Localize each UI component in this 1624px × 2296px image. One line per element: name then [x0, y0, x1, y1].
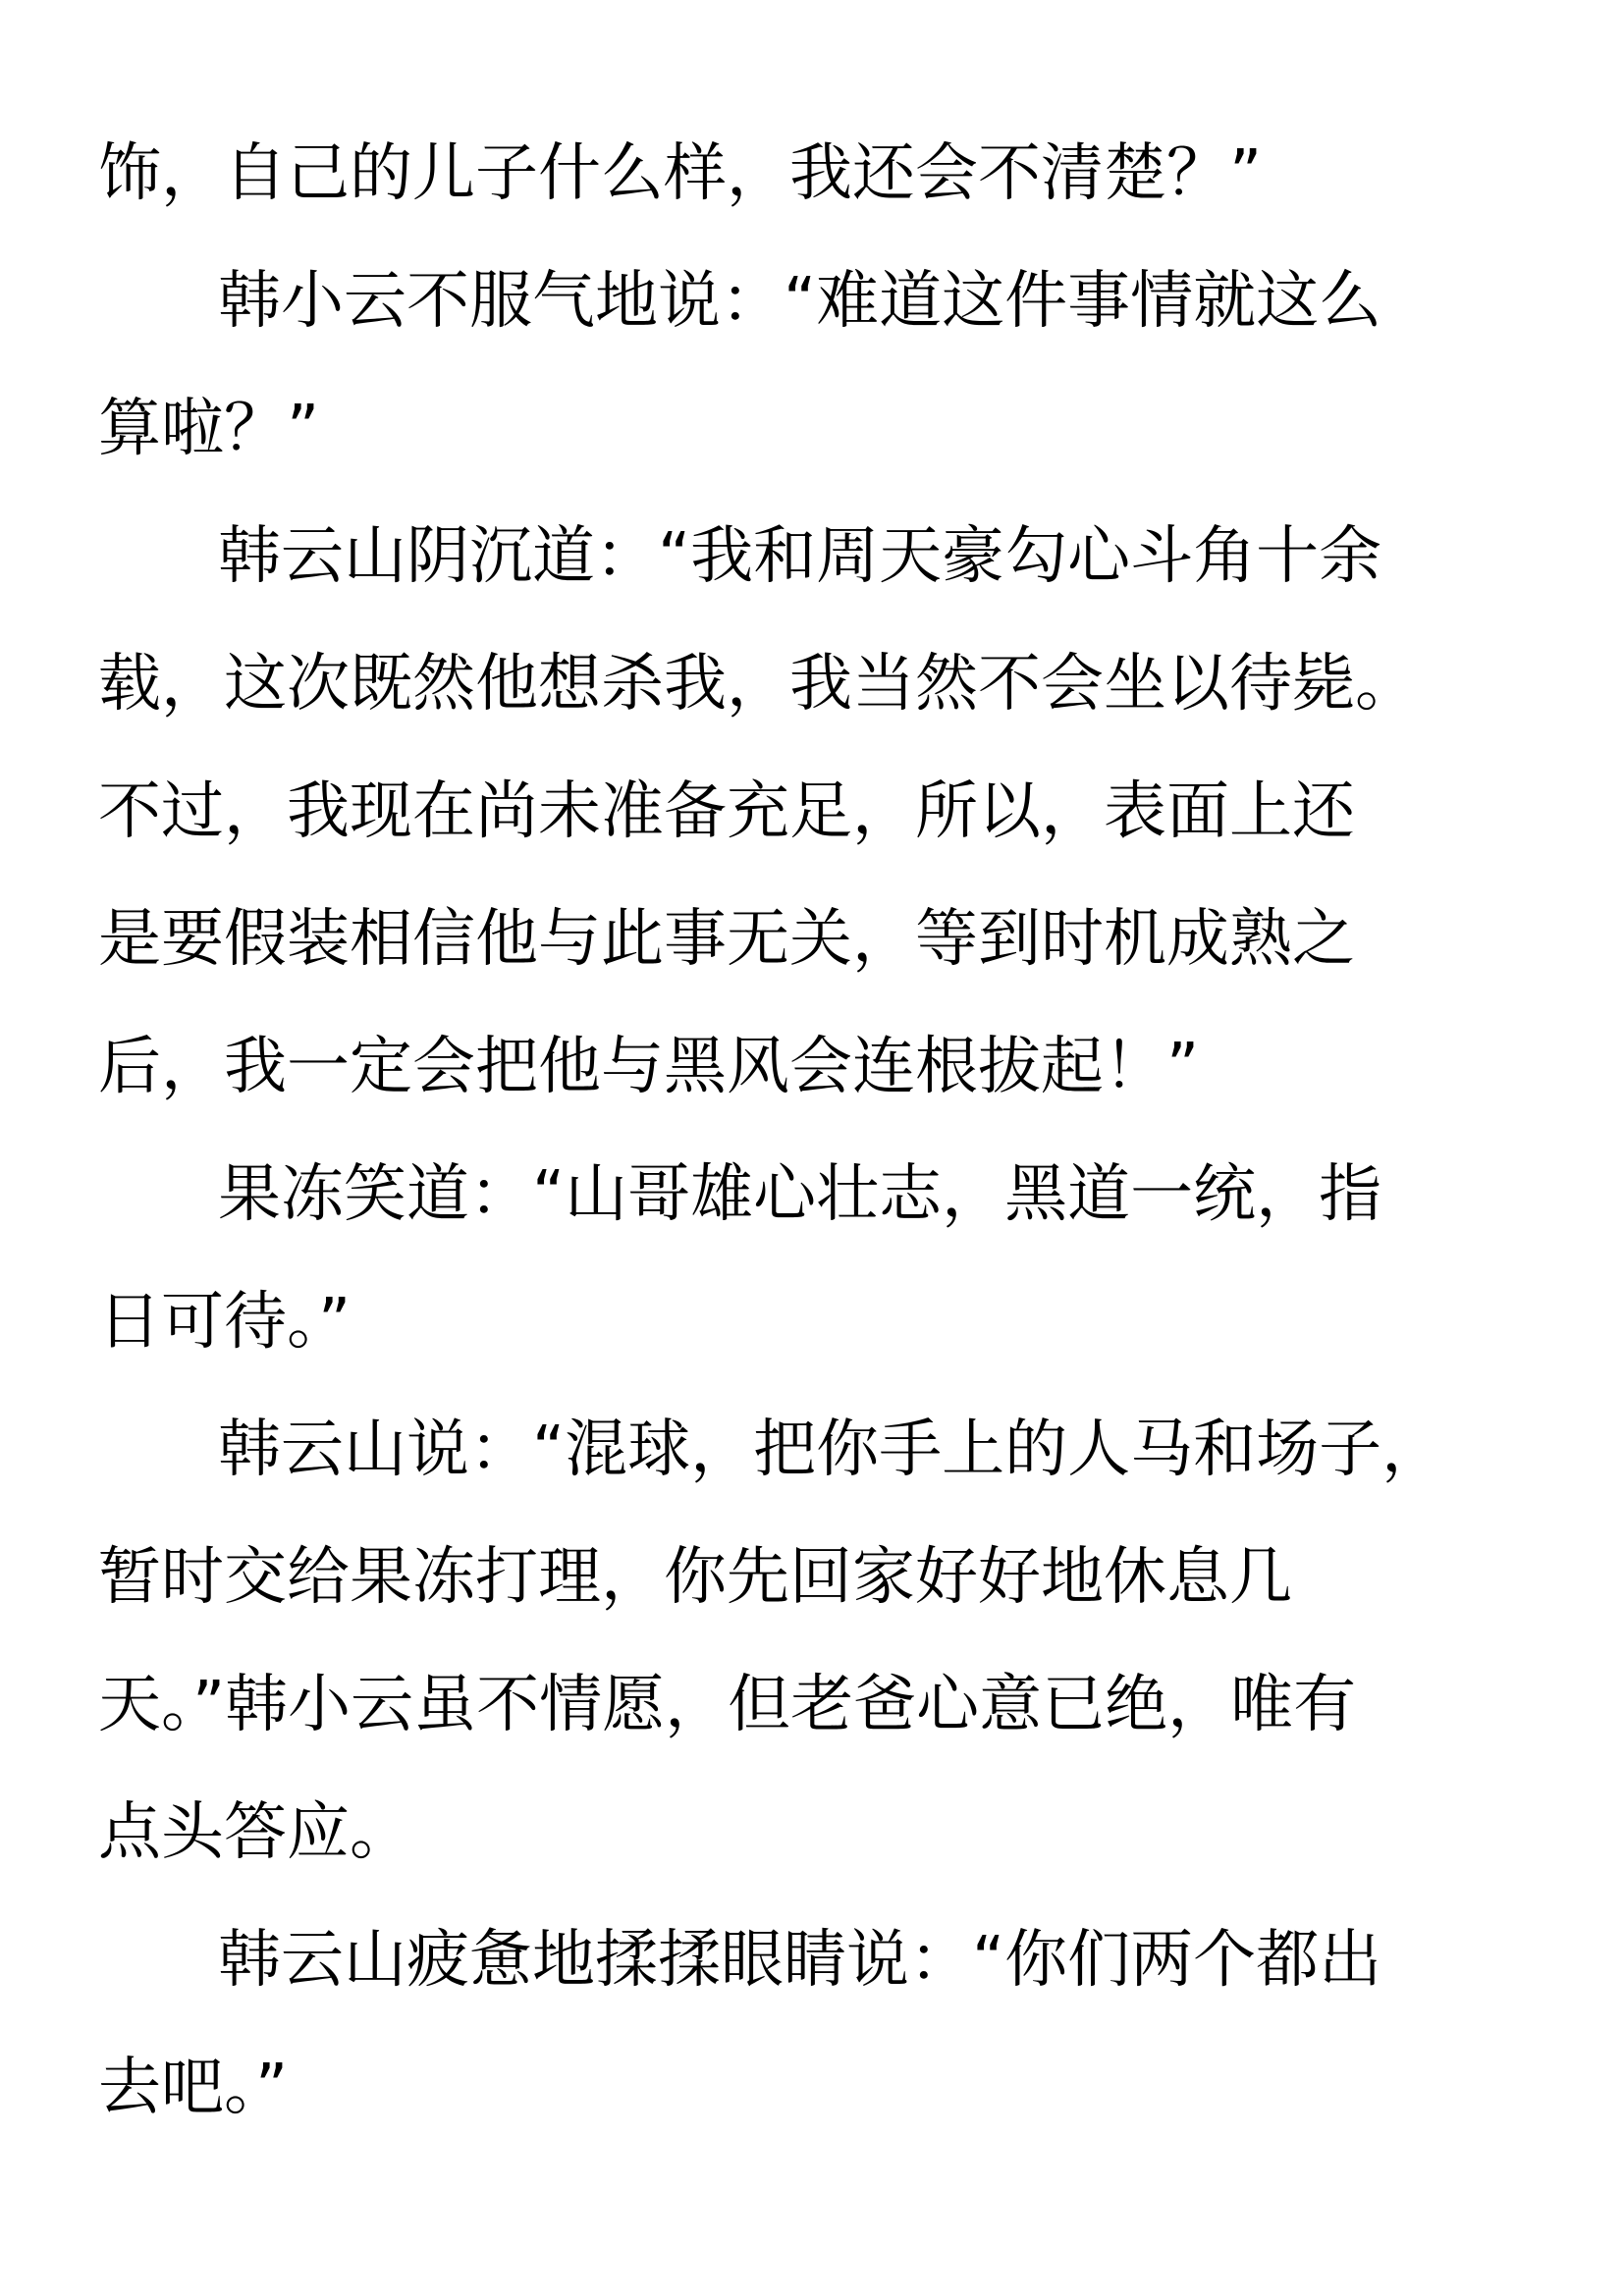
- text-line: 韩云山疲惫地揉揉眼睛说：“你们两个都出: [218, 1924, 1382, 1997]
- text-line: 饰，自己的儿子什么样，我还会不清楚？”: [98, 137, 1263, 210]
- text-line: 韩小云不服气地说：“难道这件事情就这么: [218, 265, 1382, 338]
- text-line: 韩云山说：“混球，把你手上的人马和场子，: [218, 1414, 1445, 1486]
- text-line: 不过，我现在尚未准备充足，所以，表面上还: [98, 775, 1355, 848]
- text-line: 载，这次既然他想杀我，我当然不会坐以待毙。: [98, 648, 1418, 721]
- text-line: 算啦？”: [98, 393, 320, 465]
- text-line: 暂时交给果冻打理，你先回家好好地休息几: [98, 1541, 1292, 1614]
- text-line: 点头答应。: [98, 1796, 412, 1869]
- text-line: 韩云山阴沉道：“我和周天豪勾心斗角十余: [218, 520, 1382, 593]
- text-line: 果冻笑道：“山哥雄心壮志，黑道一统，指: [218, 1158, 1382, 1231]
- text-line: 去吧。”: [98, 2052, 289, 2124]
- text-line: 日可待。”: [98, 1286, 352, 1359]
- text-line: 天。”韩小云虽不情愿，但老爸心意已绝，唯有: [98, 1669, 1357, 1741]
- text-line: 是要假装相信他与此事无关，等到时机成熟之: [98, 903, 1355, 976]
- text-line: 后，我一定会把他与黑风会连根拔起！”: [98, 1031, 1200, 1103]
